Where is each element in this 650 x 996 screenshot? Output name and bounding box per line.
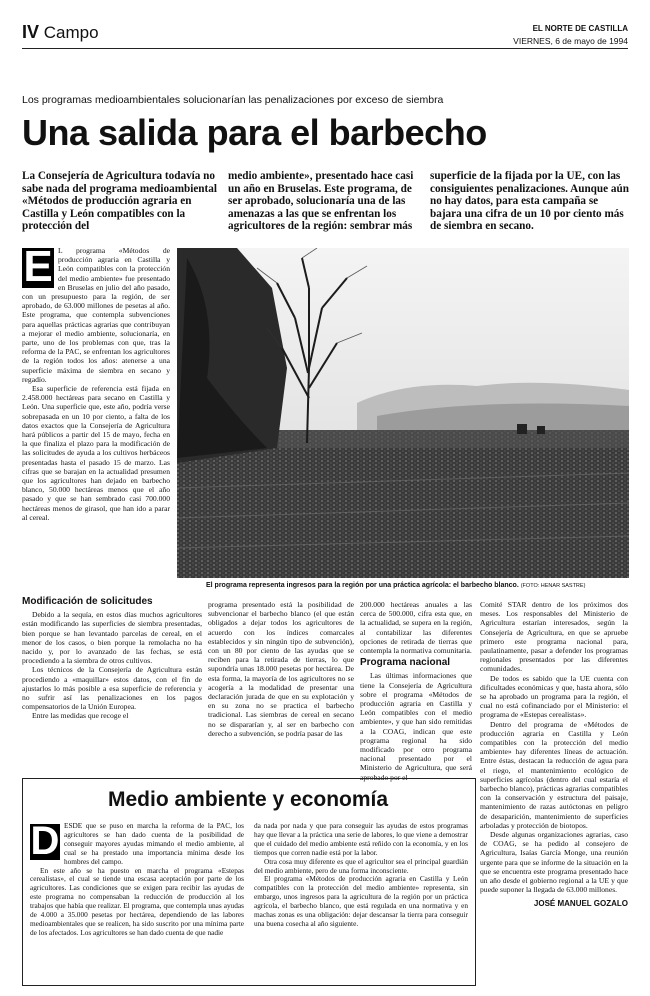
article-column-4 [480, 600, 628, 908]
sidebar-paragraph: da nada por nada y que para conseguir las ayudas de estos programas hay que llevar a la práctica una serie de labores, lo que viene a demostrar que el cuidado del medio ambiente está reñido con la economía, y en los tiempos que corren nadie está por la labor. [254, 821, 468, 857]
article-paragraph: De todos es sabido que la UE cuenta con dificultades económicas y que, hasta ahora, sólo se ha aprobado un programa para la región, el cual no está cofinanciado por el Ministerio: el programa de «Estepas cerealistas». [480, 673, 628, 720]
article-column-1 [22, 242, 170, 522]
photo-credit: (FOTO: HENAR SASTRE) [520, 583, 586, 589]
article-column-1-lower [22, 594, 202, 721]
header-rule [22, 48, 628, 49]
article-paragraph: Los técnicos de la Consejería de Agricultura están procediendo a «maquillar» estos datos, con el fin de ajustarlos lo más posible a esa superficie de referencia y no sufrir así las penalizaciones en los pagos compensatorios de la Unión Europea. [22, 665, 202, 712]
issue-date: VIERNES, 6 de mayo de 1994 [513, 36, 628, 46]
article-paragraph: Desde algunas organizaciones agrarias, caso de COAG, se ha pedido al consejero de Agricultura, Isaías García Monge, una reunión urgente para que se informe de la situación en la que se encuentra este programa presentado hace un año desde el gobierno regional a la UE y que puede suponer la llegada de 63.000 millones. [480, 830, 628, 895]
subheading-modificacion: Modificación de solicitudes [22, 596, 153, 607]
caption-text: El programa representa ingresos para la región por una práctica agrícola: el barbecho blanco. [206, 582, 519, 589]
article-kicker: Los programas medioambientales solucionarían las penalizaciones por exceso de siembra [22, 94, 444, 106]
article-paragraph: 200.000 hectáreas anuales a las cerca de 500.000, cifra esta que, en la actualidad, se supera en la región, al contabilizar las diferentes opciones de retirada de tierras que contempla la normativa comunitaria. [360, 600, 472, 656]
article-column-3 [360, 600, 472, 782]
section-header [22, 22, 99, 43]
photo-caption [206, 582, 626, 589]
lead-column-3: superficie de la fijada por la UE, con las consiguientes penalizaciones. Aunque aún no hay datos, para esta campaña se bajara una cifra de un 10 por ciento más de siembra en secano. [430, 170, 629, 233]
lead-column-1: La Consejería de Agricultura todavía no sabe nada del programa medioambiental «Métodos de producción agraria en Castilla y León compatibles con la protección del [22, 170, 217, 233]
article-column-2 [208, 600, 354, 738]
sidebar-title: Medio ambiente y economía [108, 788, 389, 811]
sidebar-paragraph: En este año se ha puesto en marcha el programa «Estepas cerealistas», el cual se tiende una escasa aceptación por parte de los agricultores. Las condiciones que se exigen para recibir las ayudas de este programa no compensaban la reducción de producción al los trabajos que había que realizar. El programa, que contempla unas ayudas de 4.000 a 35.000 pesetas por hectárea, dependiendo de las labores medioambientales que se realicen, ha sido suscrito por una mínima parte de los afectados. Los agricultores se han dado cuenta de que nadie [30, 865, 244, 937]
article-dropcap: E [23, 242, 53, 291]
article-paragraph: programa presentado está la posibilidad de subvencionar el barbecho blanco (el que están obligados a dejar todos los agricultores de acuerdo con los índices comarcales establecidos y sin ningún tipo de subvención), con un 80 por ciento de las ayudas que se reciben para la retirada de tierras, lo que supondría unas 18.000 pesetas por hectárea. De esta forma, la mayoría de los agricultores no se acogería a la modalidad de presentar una declaración jurada de que en su explotación y en su zona no se practica el barbecho tradicional. Las siembras de cereal en secano no se dispararían y, al ser en barbecho con derecho a subvención, se podría pasar de las [208, 600, 354, 738]
article-paragraph: Esa superficie de referencia está fijada en 2.458.000 hectáreas para secano en Castilla y León. Una superficie que, este año, podría verse sobrepasada en un 10 por ciento, a falta de los datos exactos que la Consejería de Agricultura hará públicos a partir del 15 de mayo, fecha en la que finaliza el plazo para la modificación de las solicitudes de ayuda a los cultivos herbáceos presentadas hasta el pasado 15 de marzo. Las cifras que se barajan en la actualidad presumen que los agricultores han dejado en barbecho blanco, 50.000 hectáreas menos que el año pasado y que se han sembrado casi 700.000 hectáreas menos de girasol, que han ido a parar al cereal. [22, 384, 170, 522]
sidebar-paragraph: Otra cosa muy diferente es que el agricultor sea el principal guardián del medio ambiente, pero de una forma inconsciente. [254, 856, 468, 875]
barbecho-field-photo [177, 248, 629, 578]
lead-column-2: medio ambiente», presentado hace casi un año en Bruselas. Este programa, de ser aprobado, solucionaría una de las amenazas a las que se enfrentan los agricultores de la región: sembrar más [228, 170, 414, 233]
article-photo [177, 248, 629, 578]
sidebar-dropcap: D [30, 819, 60, 863]
sidebar-column-1 [30, 819, 244, 938]
sidebar-column-2 [254, 822, 468, 929]
article-paragraph: Las últimas informaciones que tiene la Consejería de Agricultura sobre el programa «Métodos de producción agraria en Castilla y León compatibles con el medio ambiente», y que han sido remitidas a la COAG, indican que este programa regional ha sido modificado por otro programa nacional presentado por el Ministerio de Agricultura, que será aprobado por el [360, 671, 472, 782]
article-paragraph: Entre las medidas que recoge el [32, 711, 129, 721]
article-paragraph: Debido a la sequía, en estos días muchos agricultores están modificando las superficies de siembra presentadas, bien porque se han levantado parcelas de cereal, en el menor de los casos, o bien porque la remolacha no ha nacido y, por lo avanzado de las fechas, se está procediendo a la siembra de otros cultivos. [22, 610, 202, 666]
article-paragraph: Dentro del programa de «Métodos de producción agraria en Castilla y León compatibles con la protección del medio ambiente» hay diferentes líneas de actuación. Entre éstas, destacan la reducción de agua para el riego, el mantenimiento ecológico de superficies agrícolas (dentro del cual estaría el barbecho blanco), prácticas agrarias compatibles con la conservación y estructura del paisaje, mantenimiento de razas autóctonas en peligro de desaparición, mantenimiento de superficies arboladas y protección de biotopos. [480, 719, 628, 830]
section-name: Campo [43, 23, 99, 42]
section-number: IV [22, 22, 40, 42]
article-paragraph: L programa «Métodos de producción agraria en Castilla y León compatibles con la protección del medio ambiente» fue presentado en Bruselas en julio del año pasado, con un presupuesto para la región, de ser aprobado, de 63.000 millones de pesetas al año. Este programa, que contempla subvenciones para aquellas prácticas agrarias que contribuyan a mejorar el medio ambiente, solucionaría, en parte, uno de los problemas con que, tras la reforma de la PAC, se enfrentan los agricultores de la región todos los años: atenerse a una superficie máxima de siembra en secano y regadío. [22, 246, 170, 384]
sidebar-paragraph: ESDE que se puso en marcha la reforma de la PAC, los agricultores se han dado cuenta de la posibilidad de conseguir mayores ayudas mimando el medio ambiente, al cual se ha prestado una importancia mínima desde los hombres del campo. [64, 821, 244, 866]
article-headline: Una salida para el barbecho [22, 112, 487, 153]
article-paragraph: Comité STAR dentro de los próximos dos meses. Los responsables del Ministerio de Agricultura estarían interesados, según la Consejería de Agricultura, en que se apruebe primero este programa nacional para, paulatinamente, pasar a defender los programas regionales presentados por las diferentes comunidades. [480, 600, 628, 674]
sidebar-paragraph: El programa «Métodos de producción agraria en Castilla y León compatibles con la protección del medio ambiente» representa, sin embargo, unos ingresos para la agricultura de la región por un práctica agrícola, el barbecho blanco, que está regulada en una normativa y en machas zonas es una obligación: dejar descansar la tierra para conseguir una buena cosecha al año siguiente. [254, 874, 468, 928]
author-signature: JOSÉ MANUEL GOZALO [533, 898, 628, 908]
subheading-programa-nacional: Programa nacional [360, 657, 451, 669]
newspaper-name: EL NORTE DE CASTILLA [532, 24, 628, 33]
